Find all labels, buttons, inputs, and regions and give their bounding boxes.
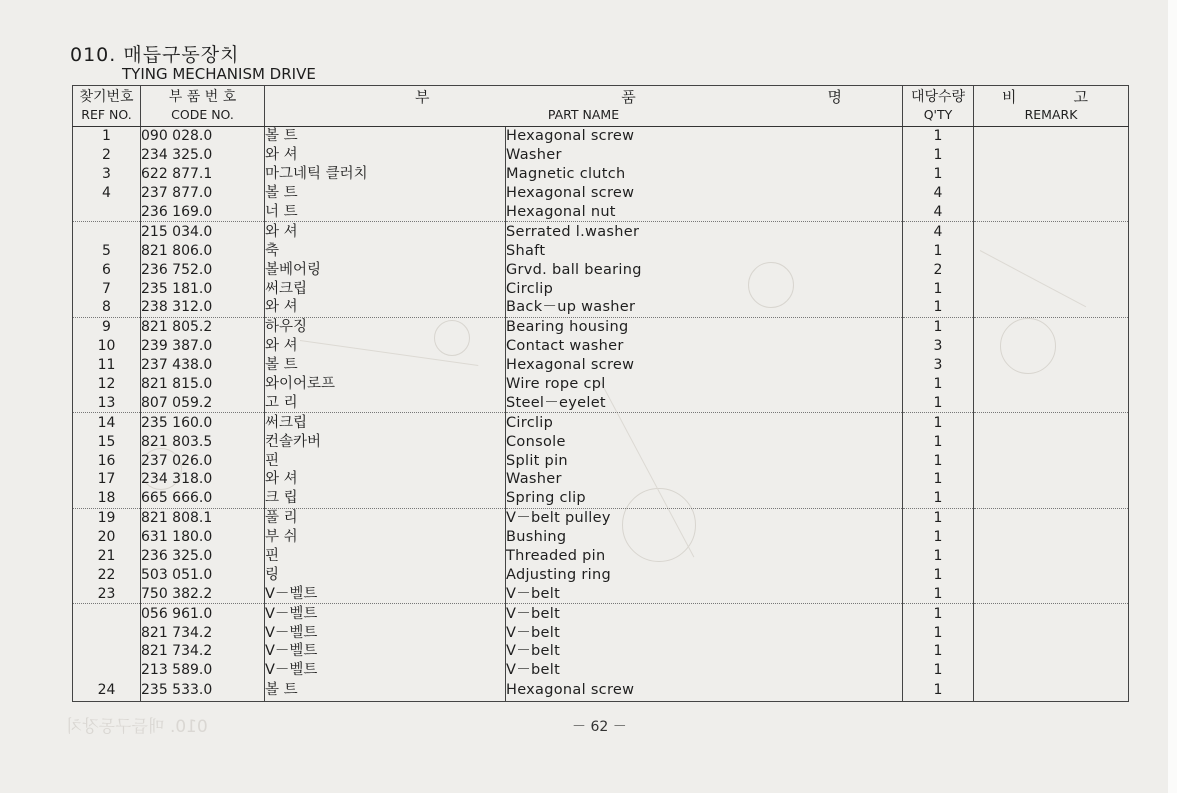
page-edge <box>1168 0 1177 793</box>
header-ref-ko: 찾기번호 <box>79 89 134 105</box>
korean-name-cell: 와 셔 <box>265 337 506 356</box>
qty-cell: 1 <box>903 642 974 661</box>
ref-cell: 10 <box>73 337 141 356</box>
ref-cell: 4 <box>73 184 141 203</box>
korean-name-cell: 와이어로프 <box>265 375 506 394</box>
header-remark-ko-1: 비 <box>1002 88 1017 106</box>
code-cell: 237 877.0 <box>141 184 265 203</box>
code-cell: 821 805.2 <box>141 317 265 336</box>
korean-name-cell: 볼 트 <box>265 184 506 203</box>
remark-cell <box>974 508 1129 527</box>
korean-name-cell: 컨솔카버 <box>265 432 506 451</box>
title-block <box>70 44 316 83</box>
ref-cell: 8 <box>73 298 141 317</box>
ref-cell: 18 <box>73 489 141 508</box>
table-row <box>73 184 1129 203</box>
table-row <box>73 260 1129 279</box>
part-name-cell: Circlip <box>506 279 903 298</box>
header-remark-ko <box>974 88 1128 106</box>
korean-name-cell: V－벨트 <box>265 623 506 642</box>
ref-cell: 22 <box>73 565 141 584</box>
qty-cell: 1 <box>903 565 974 584</box>
part-name-cell: Contact washer <box>506 337 903 356</box>
part-name-cell: Circlip <box>506 413 903 432</box>
page-number: － 62 － <box>572 719 627 735</box>
korean-name-cell: 써크립 <box>265 279 506 298</box>
korean-name-cell: V－벨트 <box>265 661 506 680</box>
remark-cell <box>974 584 1129 603</box>
qty-cell: 3 <box>903 337 974 356</box>
part-name-cell: V－belt <box>506 661 903 680</box>
header-name-ko-3: 명 <box>827 88 842 106</box>
part-name-cell: Grvd. ball bearing <box>506 260 903 279</box>
korean-name-cell: 풀 리 <box>265 508 506 527</box>
korean-name-cell: 볼베어링 <box>265 260 506 279</box>
korean-name-cell: 마그네틱 클러치 <box>265 165 506 184</box>
qty-cell: 2 <box>903 260 974 279</box>
korean-name-cell: 볼 트 <box>265 680 506 702</box>
remark-cell <box>974 298 1129 317</box>
header-code-ko: 부 품 번 호 <box>168 89 237 105</box>
code-cell: 234 325.0 <box>141 146 265 165</box>
code-cell: 665 666.0 <box>141 489 265 508</box>
ref-cell: 6 <box>73 260 141 279</box>
table-row <box>73 680 1129 702</box>
code-cell: 631 180.0 <box>141 528 265 547</box>
korean-name-cell: 고 리 <box>265 393 506 412</box>
remark-cell <box>974 623 1129 642</box>
part-name-cell: Washer <box>506 470 903 489</box>
code-cell: 821 734.2 <box>141 642 265 661</box>
code-cell: 235 533.0 <box>141 680 265 702</box>
part-name-cell: Serrated l.washer <box>506 222 903 241</box>
header-remark-ko-2: 고 <box>1073 88 1088 106</box>
ref-cell: 13 <box>73 393 141 412</box>
korean-name-cell: 링 <box>265 565 506 584</box>
code-cell: 238 312.0 <box>141 298 265 317</box>
ref-cell: 24 <box>73 680 141 702</box>
remark-cell <box>974 432 1129 451</box>
korean-name-cell: 하우징 <box>265 317 506 336</box>
ref-cell <box>73 203 141 222</box>
part-name-cell: Split pin <box>506 451 903 470</box>
remark-cell <box>974 565 1129 584</box>
code-cell: 821 803.5 <box>141 432 265 451</box>
code-cell: 213 589.0 <box>141 661 265 680</box>
table-row <box>73 489 1129 508</box>
header-ref <box>73 86 141 127</box>
code-cell: 807 059.2 <box>141 393 265 412</box>
header-qty <box>903 86 974 127</box>
remark-cell <box>974 222 1129 241</box>
header-remark <box>974 86 1129 127</box>
table-row <box>73 642 1129 661</box>
qty-cell: 1 <box>903 317 974 336</box>
korean-name-cell: 축 <box>265 241 506 260</box>
table-row <box>73 165 1129 184</box>
table-row <box>73 413 1129 432</box>
part-name-cell: Spring clip <box>506 489 903 508</box>
table-row <box>73 470 1129 489</box>
part-name-cell: Hexagonal screw <box>506 127 903 146</box>
part-name-cell: V－belt <box>506 623 903 642</box>
ref-cell: 11 <box>73 356 141 375</box>
code-cell: 236 752.0 <box>141 260 265 279</box>
korean-name-cell: 핀 <box>265 451 506 470</box>
ref-cell: 15 <box>73 432 141 451</box>
table-row <box>73 661 1129 680</box>
table-row <box>73 241 1129 260</box>
table-row <box>73 528 1129 547</box>
qty-cell: 4 <box>903 184 974 203</box>
qty-cell: 1 <box>903 528 974 547</box>
korean-name-cell: 와 셔 <box>265 146 506 165</box>
part-name-cell: Washer <box>506 146 903 165</box>
ref-cell: 17 <box>73 470 141 489</box>
qty-cell: 1 <box>903 165 974 184</box>
remark-cell <box>974 642 1129 661</box>
remark-cell <box>974 413 1129 432</box>
header-name-ko-2: 품 <box>621 88 636 106</box>
remark-cell <box>974 203 1129 222</box>
table-row <box>73 146 1129 165</box>
part-name-cell: V－belt <box>506 642 903 661</box>
header-code-en: CODE NO. <box>171 107 234 122</box>
header-code <box>141 86 265 127</box>
remark-cell <box>974 279 1129 298</box>
qty-cell: 1 <box>903 127 974 146</box>
ref-cell: 5 <box>73 241 141 260</box>
code-cell: 239 387.0 <box>141 337 265 356</box>
qty-cell: 1 <box>903 489 974 508</box>
code-cell: 821 815.0 <box>141 375 265 394</box>
korean-name-cell: V－벨트 <box>265 584 506 603</box>
section-title: 010. 매듭구동장치 <box>70 44 240 66</box>
ref-cell <box>73 604 141 623</box>
part-name-cell: Hexagonal screw <box>506 184 903 203</box>
ref-cell: 12 <box>73 375 141 394</box>
part-name-cell: Threaded pin <box>506 547 903 566</box>
korean-name-cell: 부 쉬 <box>265 528 506 547</box>
header-name-en: PART NAME <box>547 107 620 122</box>
part-name-cell: Adjusting ring <box>506 565 903 584</box>
remark-cell <box>974 241 1129 260</box>
table-row <box>73 375 1129 394</box>
remark-cell <box>974 375 1129 394</box>
code-cell: 236 325.0 <box>141 547 265 566</box>
bleed-through-text: 010. 매듭구동장치 <box>66 717 208 737</box>
korean-name-cell: 볼 트 <box>265 356 506 375</box>
korean-name-cell: V－벨트 <box>265 604 506 623</box>
part-name-cell: Steel－eyelet <box>506 393 903 412</box>
korean-name-cell: 와 셔 <box>265 222 506 241</box>
qty-cell: 1 <box>903 393 974 412</box>
korean-name-cell: 써크립 <box>265 413 506 432</box>
header-qty-ko: 대당수량 <box>910 89 966 105</box>
qty-cell: 3 <box>903 356 974 375</box>
table-row <box>73 565 1129 584</box>
parts-table <box>72 85 1129 702</box>
korean-name-cell: V－벨트 <box>265 642 506 661</box>
header-part-name <box>265 86 903 127</box>
qty-cell: 1 <box>903 432 974 451</box>
remark-cell <box>974 184 1129 203</box>
remark-cell <box>974 317 1129 336</box>
remark-cell <box>974 680 1129 702</box>
part-name-cell: V－belt <box>506 604 903 623</box>
table-row <box>73 393 1129 412</box>
part-name-cell: Shaft <box>506 241 903 260</box>
ref-cell: 20 <box>73 528 141 547</box>
korean-name-cell: 와 셔 <box>265 470 506 489</box>
korean-name-cell: 너 트 <box>265 203 506 222</box>
qty-cell: 1 <box>903 623 974 642</box>
code-cell: 237 438.0 <box>141 356 265 375</box>
qty-cell: 1 <box>903 508 974 527</box>
ref-cell <box>73 623 141 642</box>
table-row <box>73 604 1129 623</box>
code-cell: 056 961.0 <box>141 604 265 623</box>
code-cell: 503 051.0 <box>141 565 265 584</box>
ref-cell: 19 <box>73 508 141 527</box>
ref-cell: 9 <box>73 317 141 336</box>
part-name-cell: Wire rope cpl <box>506 375 903 394</box>
table-row <box>73 279 1129 298</box>
code-cell: 235 181.0 <box>141 279 265 298</box>
qty-cell: 1 <box>903 680 974 702</box>
remark-cell <box>974 127 1129 146</box>
code-cell: 235 160.0 <box>141 413 265 432</box>
remark-cell <box>974 547 1129 566</box>
ref-cell: 2 <box>73 146 141 165</box>
code-cell: 821 806.0 <box>141 241 265 260</box>
qty-cell: 1 <box>903 604 974 623</box>
qty-cell: 1 <box>903 661 974 680</box>
table-row <box>73 317 1129 336</box>
section-subtitle: TYING MECHANISM DRIVE <box>122 65 316 83</box>
ref-cell: 16 <box>73 451 141 470</box>
ref-cell <box>73 222 141 241</box>
remark-cell <box>974 451 1129 470</box>
header-qty-en: Q'TY <box>923 107 953 122</box>
remark-cell <box>974 489 1129 508</box>
table-row <box>73 298 1129 317</box>
part-name-cell: V－belt pulley <box>506 508 903 527</box>
qty-cell: 1 <box>903 298 974 317</box>
qty-cell: 1 <box>903 413 974 432</box>
qty-cell: 1 <box>903 584 974 603</box>
table-row <box>73 337 1129 356</box>
korean-name-cell: 볼 트 <box>265 127 506 146</box>
code-cell: 236 169.0 <box>141 203 265 222</box>
remark-cell <box>974 470 1129 489</box>
part-name-cell: V－belt <box>506 584 903 603</box>
ref-cell: 14 <box>73 413 141 432</box>
part-name-cell: Hexagonal nut <box>506 203 903 222</box>
part-name-cell: Back－up washer <box>506 298 903 317</box>
parts-body <box>73 127 1129 702</box>
ref-cell <box>73 642 141 661</box>
remark-cell <box>974 165 1129 184</box>
ref-cell: 21 <box>73 547 141 566</box>
code-cell: 090 028.0 <box>141 127 265 146</box>
code-cell: 821 734.2 <box>141 623 265 642</box>
table-row <box>73 222 1129 241</box>
table-row <box>73 127 1129 146</box>
table-header <box>73 86 1129 127</box>
header-name-ko-1: 부 <box>415 88 430 106</box>
korean-name-cell: 크 립 <box>265 489 506 508</box>
remark-cell <box>974 337 1129 356</box>
qty-cell: 4 <box>903 222 974 241</box>
ref-cell <box>73 661 141 680</box>
part-name-cell: Bushing <box>506 528 903 547</box>
qty-cell: 1 <box>903 451 974 470</box>
code-cell: 237 026.0 <box>141 451 265 470</box>
korean-name-cell: 핀 <box>265 547 506 566</box>
remark-cell <box>974 260 1129 279</box>
qty-cell: 1 <box>903 375 974 394</box>
part-name-cell: Bearing housing <box>506 317 903 336</box>
remark-cell <box>974 356 1129 375</box>
header-name-ko <box>265 88 902 106</box>
remark-cell <box>974 528 1129 547</box>
table-row <box>73 623 1129 642</box>
table-row <box>73 432 1129 451</box>
table-row <box>73 203 1129 222</box>
qty-cell: 1 <box>903 279 974 298</box>
qty-cell: 4 <box>903 203 974 222</box>
code-cell: 215 034.0 <box>141 222 265 241</box>
qty-cell: 1 <box>903 146 974 165</box>
part-name-cell: Hexagonal screw <box>506 356 903 375</box>
part-name-cell: Console <box>506 432 903 451</box>
qty-cell: 1 <box>903 241 974 260</box>
ref-cell: 3 <box>73 165 141 184</box>
ref-cell: 1 <box>73 127 141 146</box>
table-row <box>73 584 1129 603</box>
header-ref-en: REF NO. <box>81 107 132 122</box>
code-cell: 622 877.1 <box>141 165 265 184</box>
qty-cell: 1 <box>903 470 974 489</box>
table-row <box>73 547 1129 566</box>
remark-cell <box>974 393 1129 412</box>
table-row <box>73 451 1129 470</box>
header-remark-en: REMARK <box>1024 107 1078 122</box>
remark-cell <box>974 661 1129 680</box>
part-name-cell: Hexagonal screw <box>506 680 903 702</box>
ref-cell: 7 <box>73 279 141 298</box>
remark-cell <box>974 604 1129 623</box>
part-name-cell: Magnetic clutch <box>506 165 903 184</box>
ref-cell: 23 <box>73 584 141 603</box>
qty-cell: 1 <box>903 547 974 566</box>
korean-name-cell: 와 셔 <box>265 298 506 317</box>
code-cell: 750 382.2 <box>141 584 265 603</box>
table-row <box>73 508 1129 527</box>
code-cell: 234 318.0 <box>141 470 265 489</box>
code-cell: 821 808.1 <box>141 508 265 527</box>
table-row <box>73 356 1129 375</box>
remark-cell <box>974 146 1129 165</box>
